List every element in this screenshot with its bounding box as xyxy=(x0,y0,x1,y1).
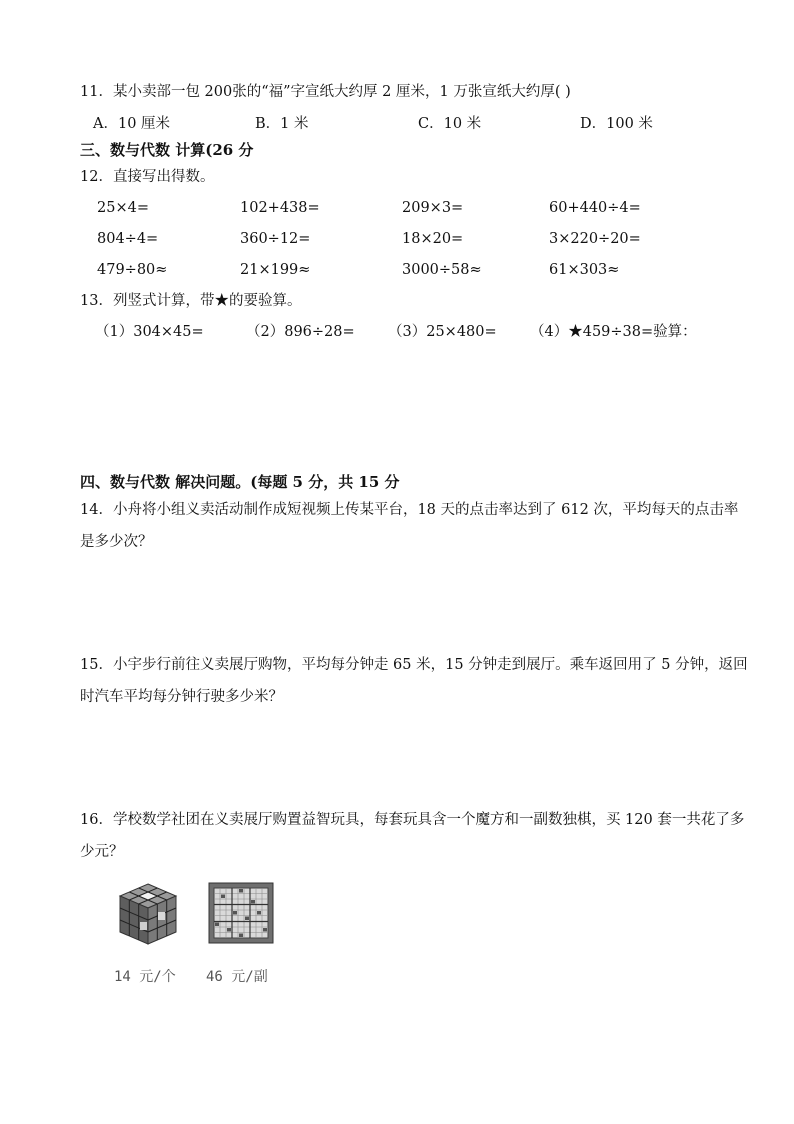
cube-price-label: 14 元/个 xyxy=(114,969,176,985)
q11-option-a: A．10 厘米 xyxy=(93,116,171,132)
q12-cell: 3000÷58≈ xyxy=(402,262,482,278)
q11-stem: 11．某小卖部一包 200张的“福”字宣纸大约厚 2 厘米，1 万张宣纸大约厚( ) xyxy=(80,84,571,100)
q13-item-4: （4）★459÷38=验算： xyxy=(530,324,697,340)
q12-cell: 479÷80≈ xyxy=(97,262,168,278)
q12-cell: 102+438= xyxy=(240,200,320,216)
q12-cell: 209×3= xyxy=(402,200,464,216)
q13-item-1: （1）304×45= xyxy=(95,324,204,340)
q12-cell: 60+440÷4= xyxy=(549,200,641,216)
q12-cell: 25×4= xyxy=(97,200,149,216)
q16-text: 16．学校数学社团在义卖展厅购置益智玩具，每套玩具含一个魔方和一副数独棋，买 120 套一共花了多少元？ xyxy=(80,812,745,860)
q12-cell: 3×220÷20= xyxy=(549,231,641,247)
q12-cell: 21×199≈ xyxy=(240,262,311,278)
q11-option-d: D．100 米 xyxy=(580,116,653,132)
q12-cell: 18×20= xyxy=(402,231,464,247)
q12-cell: 360÷12= xyxy=(240,231,311,247)
q12-stem: 12．直接写出得数。 xyxy=(80,169,215,185)
q12-cell: 61×303≈ xyxy=(549,262,620,278)
section3-title: 三、数与代数 计算(26 分 xyxy=(80,141,254,159)
sudoku-price-label: 46 元/副 xyxy=(206,969,268,985)
q12-cell: 804÷4= xyxy=(97,231,159,247)
q13-item-2: （2）896÷28= xyxy=(246,324,355,340)
q15-text: 15．小宇步行前往义卖展厅购物，平均每分钟走 65 米，15 分钟走到展厅。乘车返回用了 5 分钟，返回时汽车平均每分钟行驶多少米？ xyxy=(80,657,748,705)
rubiks-cube-icon xyxy=(118,882,178,946)
q13-item-3: （3）25×480= xyxy=(388,324,497,340)
q14-text: 14．小舟将小组义卖活动制作成短视频上传某平台，18 天的点击率达到了 612 次，平均每天的点击率是多少次？ xyxy=(80,502,739,550)
q13-stem: 13．列竖式计算，带★的要验算。 xyxy=(80,293,302,309)
section4-title: 四、数与代数 解决问题。(每题 5 分，共 15 分 xyxy=(80,473,400,491)
q11-option-c: C．10 米 xyxy=(418,116,482,132)
sudoku-board-icon xyxy=(208,882,274,944)
q11-option-b: B．1 米 xyxy=(255,116,309,132)
